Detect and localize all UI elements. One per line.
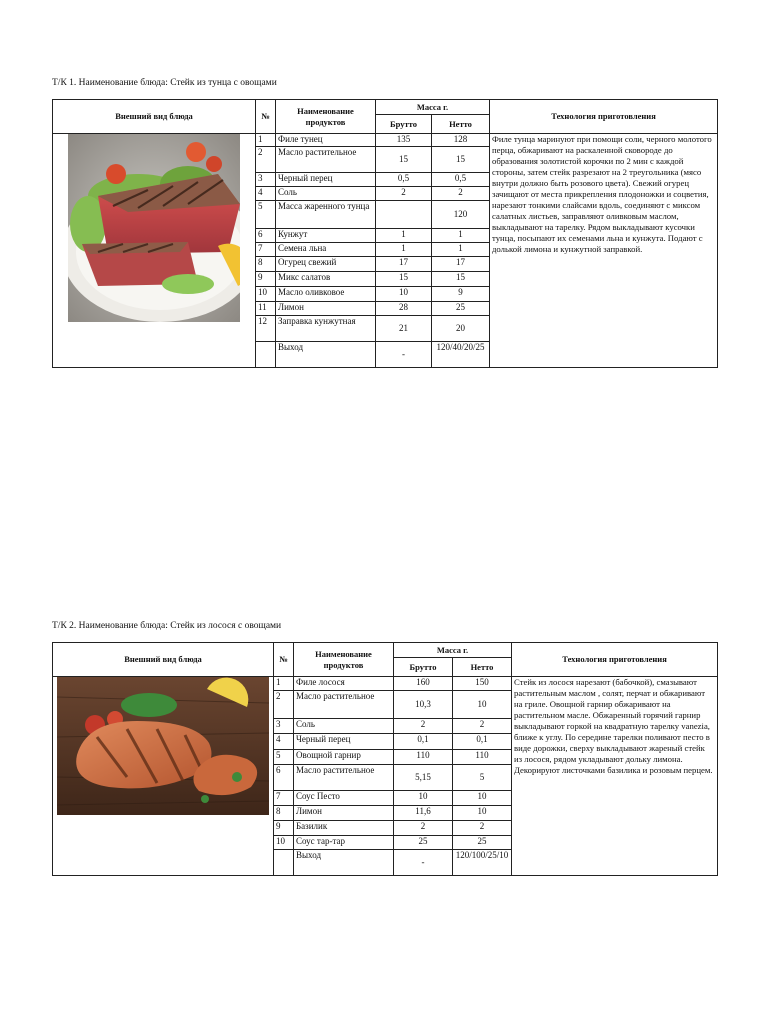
gross-value: 1 (376, 243, 432, 257)
product-name: Огурец свежий (276, 257, 376, 272)
row-number: 9 (274, 821, 294, 836)
net-value: 1 (432, 229, 490, 243)
gross-value: 10,3 (394, 691, 453, 719)
gross-header: Брутто (394, 658, 453, 677)
product-name: Масса жаренного тунца (276, 201, 376, 229)
product-header: Наименование продуктов (276, 100, 376, 134)
net-value: 15 (432, 272, 490, 287)
gross-value: 135 (376, 134, 432, 147)
row-number: 7 (256, 243, 276, 257)
net-value: 10 (453, 806, 512, 821)
net-value: 25 (453, 836, 512, 850)
net-value: 150 (453, 677, 512, 691)
technology-text (490, 134, 718, 368)
gross-value: 0,5 (376, 173, 432, 187)
gross-value: 15 (376, 147, 432, 173)
row-number: 5 (256, 201, 276, 229)
row-number: 1 (256, 134, 276, 147)
row-number: 3 (256, 173, 276, 187)
net-value: 10 (453, 691, 512, 719)
row-number: 10 (256, 287, 276, 302)
net-value: 0,5 (432, 173, 490, 187)
row-number: 9 (256, 272, 276, 287)
net-value: 9 (432, 287, 490, 302)
gross-value: 2 (376, 187, 432, 201)
product-name: Масло растительное (276, 147, 376, 173)
product-name: Масло растительное (294, 765, 394, 791)
gross-value: 25 (394, 836, 453, 850)
net-value: 15 (432, 147, 490, 173)
gross-value: 5,15 (394, 765, 453, 791)
gross-value: 17 (376, 257, 432, 272)
net-value: 2 (453, 821, 512, 836)
product-header: Наименование продуктов (294, 643, 394, 677)
card-1-title: Т/К 1. Наименование блюда: Стейк из тунца с овощами (52, 78, 277, 88)
gross-value (376, 201, 432, 229)
row-number: 4 (256, 187, 276, 201)
yield-label: Выход (294, 850, 394, 876)
product-name: Филе тунец (276, 134, 376, 147)
gross-value: 160 (394, 677, 453, 691)
gross-value: 2 (394, 821, 453, 836)
product-name: Масло растительное (294, 691, 394, 719)
row-number: 2 (256, 147, 276, 173)
gross-value: 21 (376, 316, 432, 342)
tuna-steak-photo (68, 134, 240, 322)
product-name: Соус тар-тар (294, 836, 394, 850)
net-value: 25 (432, 302, 490, 316)
number-header: № (274, 643, 294, 677)
mass-header: Масса г. (376, 100, 490, 115)
mass-header: Масса г. (394, 643, 512, 658)
gross-value: 28 (376, 302, 432, 316)
dish-photo-cell (53, 677, 274, 876)
gross-header: Брутто (376, 115, 432, 134)
product-name: Семена льна (276, 243, 376, 257)
net-value: 0,1 (453, 734, 512, 750)
net-value: 120 (432, 201, 490, 229)
row-number: 8 (274, 806, 294, 821)
yield-value: 120/40/20/25 (432, 342, 490, 368)
gross-value: 0,1 (394, 734, 453, 750)
net-header: Нетто (453, 658, 512, 677)
technology-text (512, 677, 718, 876)
row-number: 7 (274, 791, 294, 806)
net-value: 20 (432, 316, 490, 342)
technology-header: Технология приготовления (512, 643, 718, 677)
row-number: 6 (256, 229, 276, 243)
product-name: Лимон (294, 806, 394, 821)
row-number: 10 (274, 836, 294, 850)
product-name: Соль (294, 719, 394, 734)
technology-paragraph: Стейк из лосося нарезают (бабочкой), смазывают растительным маслом , солят, перчат и обжаривают на гриле. Овощной гарнир обжаривают на растительном масле. Обжаренный горячий гарнир выкладывают горкой на квадратную тарелку vanezia, ближе к углу. По середине тарелки поливают песто в виде дорожки, сверху выкладывают жареный стейк из лосося, рядом укладывают дольку лимона. Декорируют листочками базилика и розовым перцем. (514, 677, 713, 775)
dish-photo-cell (53, 134, 256, 368)
row-number (256, 342, 276, 368)
row-number (274, 850, 294, 876)
appearance-header: Внешний вид блюда (53, 100, 256, 134)
gross-value: - (394, 850, 453, 876)
gross-value: 110 (394, 750, 453, 765)
gross-value: 10 (394, 791, 453, 806)
row-number: 1 (274, 677, 294, 691)
row-number: 11 (256, 302, 276, 316)
product-name: Микс салатов (276, 272, 376, 287)
net-value: 17 (432, 257, 490, 272)
product-name: Базилик (294, 821, 394, 836)
number-header: № (256, 100, 276, 134)
gross-value: 1 (376, 229, 432, 243)
technology-header: Технология приготовления (490, 100, 718, 134)
product-name: Соус Песто (294, 791, 394, 806)
product-name: Овощной гарнир (294, 750, 394, 765)
net-value: 1 (432, 243, 490, 257)
gross-value: 2 (394, 719, 453, 734)
row-number: 6 (274, 765, 294, 791)
net-value: 5 (453, 765, 512, 791)
row-number: 3 (274, 719, 294, 734)
product-name: Филе лосося (294, 677, 394, 691)
technology-paragraph: Филе тунца маринуют при помощи соли, черного молотого перца, обжаривают на раскаленной сковороде до образования золотистой корочки по 2 мин с каждой стороны, затем стейк разрезают на 2 треугольника (мясо внутри должно быть розового цвета). Свежий огурец зачищают от места прикрепления плодоножки и соцветия, нарезают тонкими слайсами вдоль, соединяют с миксом салатных листьев, заправляют оливковым маслом, выкладывают на тарелку. Рядом выкладывают кусочки тунца, посыпают их семенами льна и кунжута. Подают с долькой лимона и кунжутной заправкой. (492, 134, 712, 254)
product-name: Масло оливковое (276, 287, 376, 302)
gross-value: - (376, 342, 432, 368)
product-name: Соль (276, 187, 376, 201)
card-1-table (52, 99, 718, 368)
net-value: 10 (453, 791, 512, 806)
row-number: 8 (256, 257, 276, 272)
card-2-title: Т/К 2. Наименование блюда: Стейк из лосося с овощами (52, 621, 282, 631)
product-name: Лимон (276, 302, 376, 316)
appearance-header: Внешний вид блюда (53, 643, 274, 677)
yield-value: 120/100/25/10 (453, 850, 512, 876)
card-2-table (52, 642, 718, 876)
row-number: 5 (274, 750, 294, 765)
net-header: Нетто (432, 115, 490, 134)
net-value: 2 (432, 187, 490, 201)
gross-value: 11,6 (394, 806, 453, 821)
net-value: 128 (432, 134, 490, 147)
net-value: 110 (453, 750, 512, 765)
row-number: 4 (274, 734, 294, 750)
gross-value: 10 (376, 287, 432, 302)
product-name: Черный перец (294, 734, 394, 750)
row-number: 12 (256, 316, 276, 342)
gross-value: 15 (376, 272, 432, 287)
salmon-steak-photo (57, 677, 269, 815)
row-number: 2 (274, 691, 294, 719)
product-name: Кунжут (276, 229, 376, 243)
yield-label: Выход (276, 342, 376, 368)
product-name: Черный перец (276, 173, 376, 187)
net-value: 2 (453, 719, 512, 734)
product-name: Заправка кунжутная (276, 316, 376, 342)
